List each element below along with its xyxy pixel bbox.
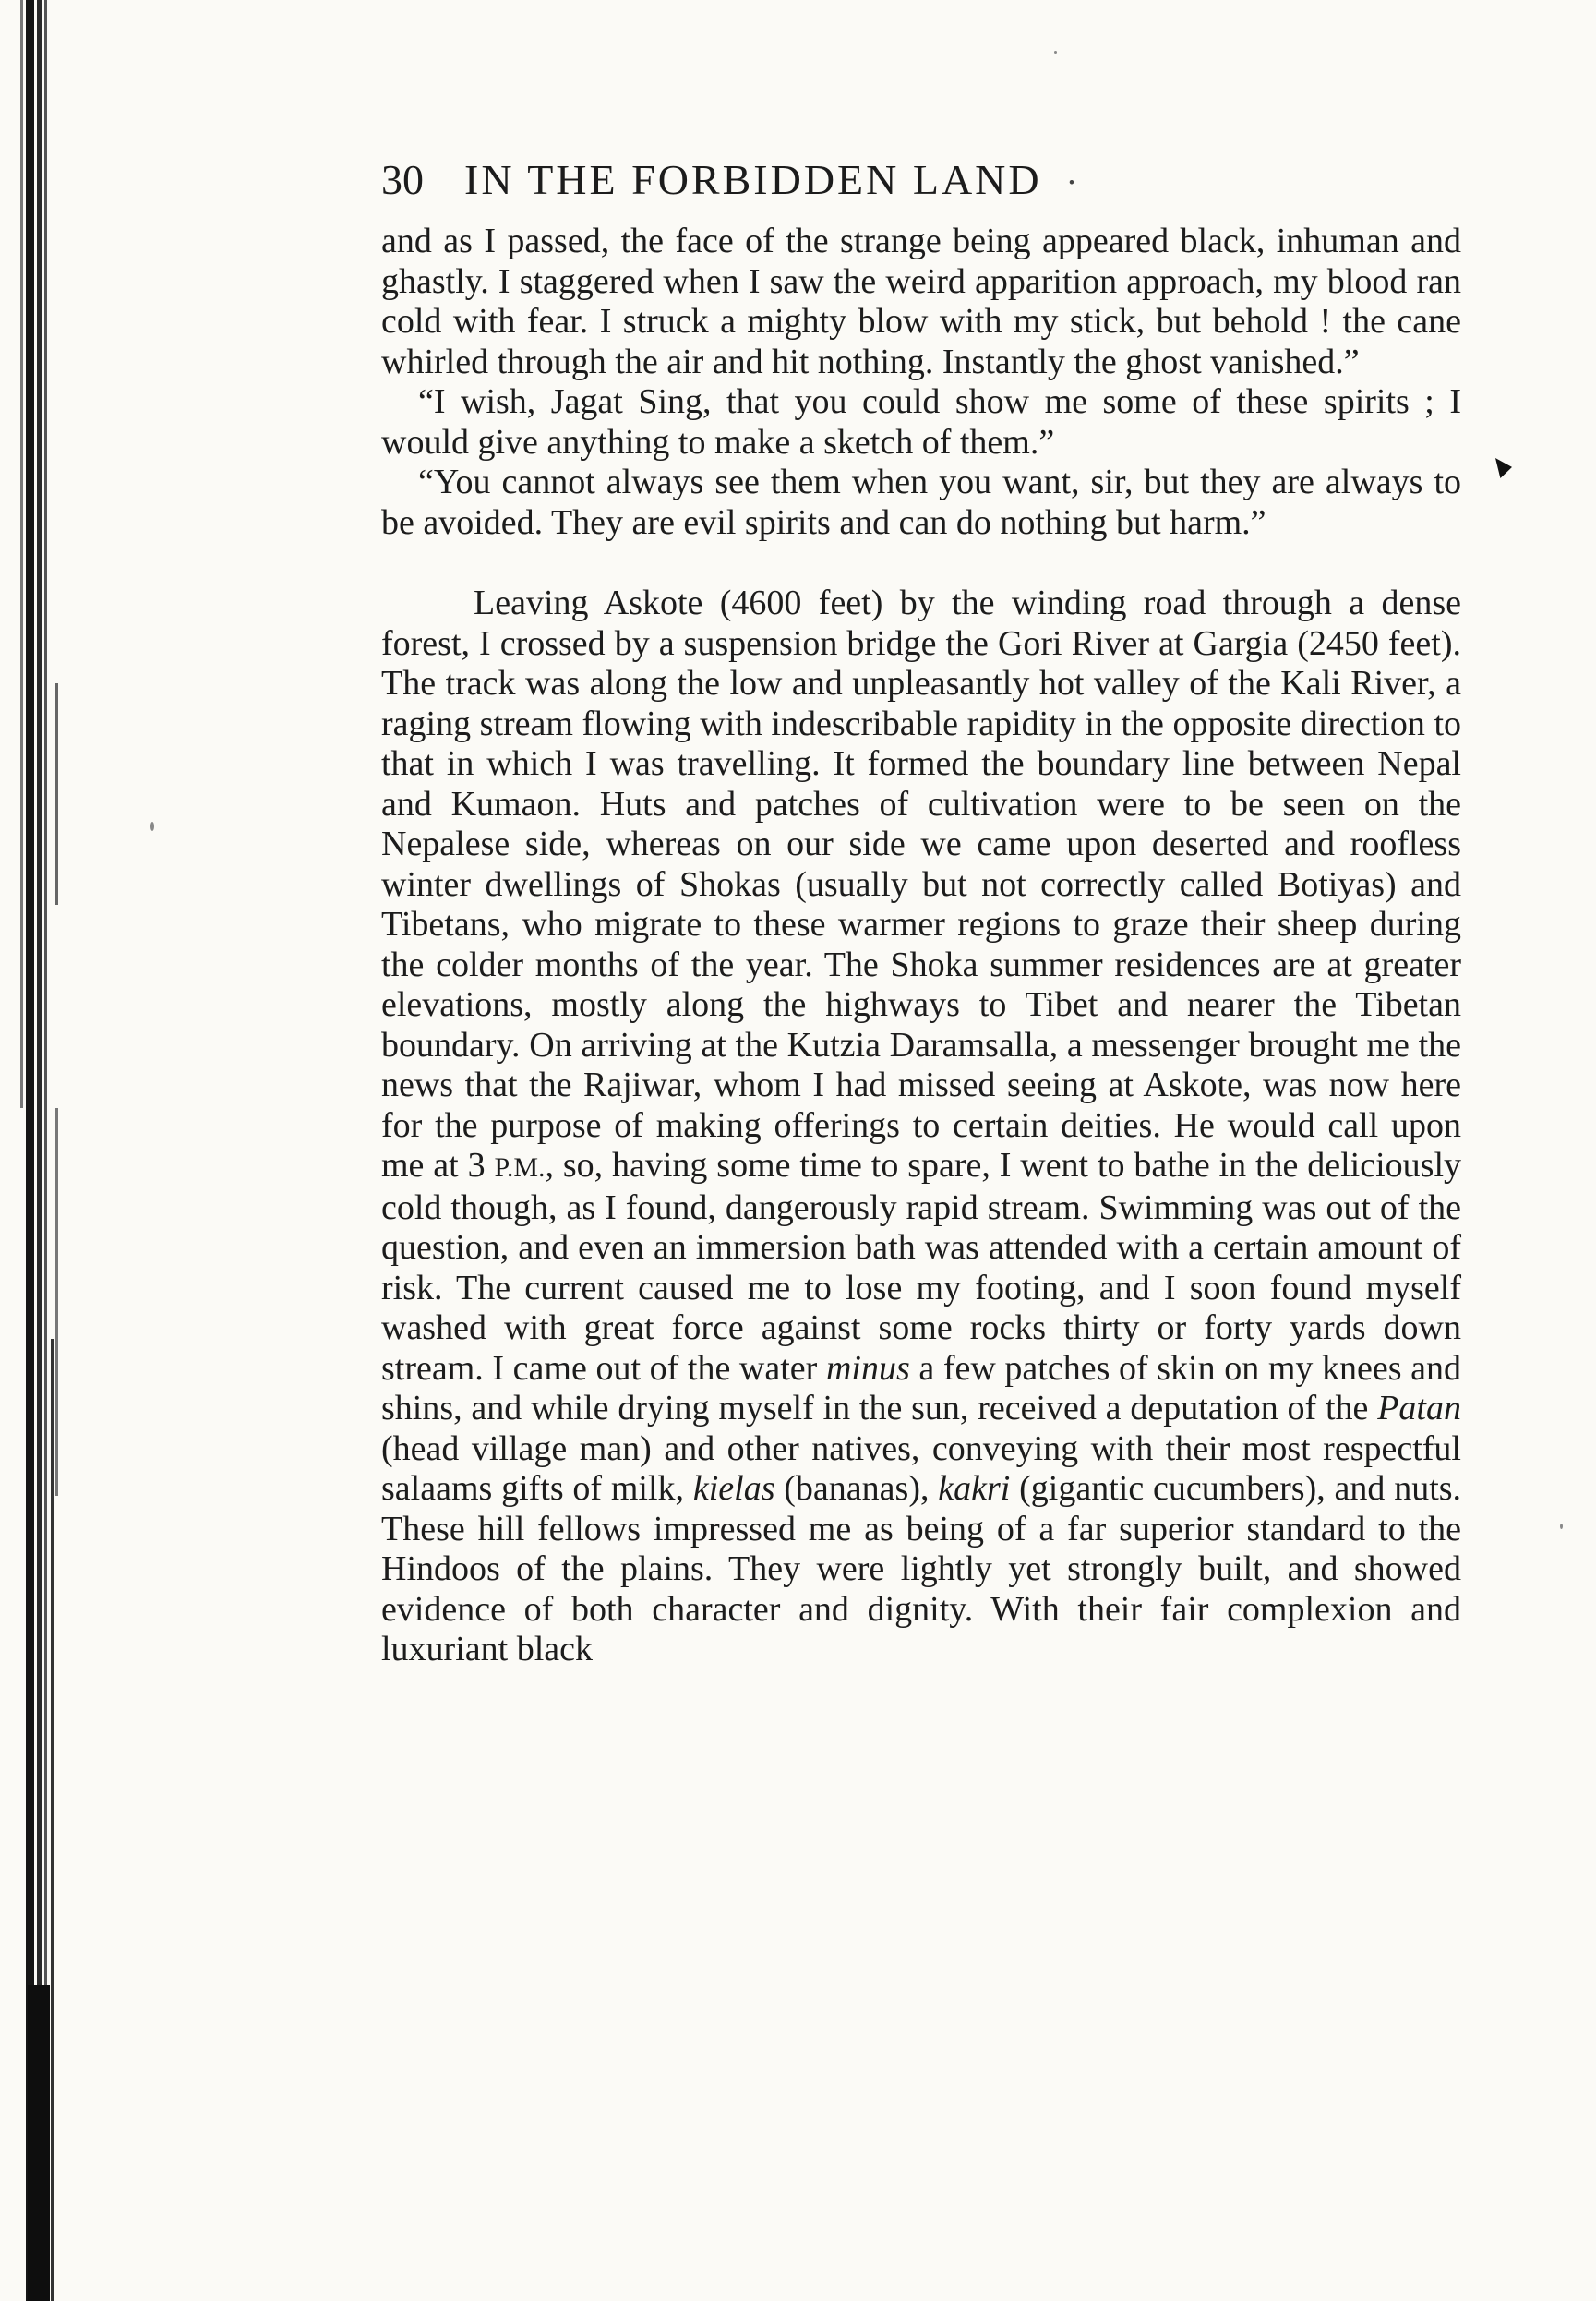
running-title: IN THE FORBIDDEN LAND	[464, 156, 1042, 203]
text-run: (bananas),	[784, 1469, 930, 1508]
paragraph-4	[381, 584, 1461, 1670]
margin-speck	[1560, 1524, 1563, 1529]
page-number: 30	[381, 156, 424, 203]
paragraph-2: “I wish, Jagat Sing, that you could show me some of these spirits ; I would give anything to make a sketch of them.”	[381, 382, 1461, 462]
text-run: a few patches of skin on my knees and shins, and while drying myself in the sun, received a deputation of the	[381, 1348, 1462, 1428]
page-header	[381, 155, 1461, 214]
body-text	[381, 222, 1461, 1670]
italic-word-patan: Patan	[1377, 1389, 1461, 1428]
paragraph-3: “You cannot always see them when you want, sir, but they are always to be avoided. They are evil spirits and can do nothing but harm.”	[381, 463, 1461, 542]
italic-word-minus: minus	[825, 1348, 910, 1388]
margin-speck	[1054, 51, 1057, 54]
italic-word-kakri: kakri	[938, 1469, 1011, 1508]
italic-word-kielas: kielas	[692, 1469, 775, 1508]
text-run: , so, having some time to spare, I went to bathe in the deliciously cold though, as I found, dangerously rapid stream. Swimming was out of the question, and even an immersion bath was attended with a certain amount of risk. The current caused me to lose my footing, and I soon found myself washed with great force against some rocks thirty or forty yards down stream. I came out of the water	[381, 1146, 1462, 1388]
small-caps-pm: P.M.	[494, 1152, 546, 1183]
text-run: (head village man) and other natives, conveying with their most respectful salaams gifts of milk,	[381, 1428, 1461, 1508]
book-binding-edge	[0, 0, 65, 2301]
paragraph-1: and as I passed, the face of the strange being appeared black, inhuman and ghastly. I staggered when I saw the weird apparition approach, my blood ran cold with fear. I struck a mighty blow with my stick, but behold ! the cane whirled through the air and hit nothing. Instantly the ghost vanished.”	[381, 222, 1461, 381]
text-run: Leaving Askote (4600 feet) by the winding road through a dense forest, I crossed by a suspension bridge the Gori River at Gargia (2450 feet). The track was along the low and unpleasantly hot valley of the Kali River, a raging stream flowing with indescribable rapidity in the opposite direction to that in which I was travelling. It formed the boundary line between Nepal and Kumaon. Huts and patches of cultivation were to be seen on the Nepalese side, whereas on our side we came upon deserted and roofless winter dwellings of Shokas (usually but not correctly called Botiyas) and Tibetans, who migrate to these warmer regions to graze their sheep during the colder months of the year. The Shoka summer residences are at greater elevations, mostly along the highways to Tibet and nearer the Tibetan boundary. On arriving at the Kutzia Daramsalla, a messenger brought me the news that the Rajiwar, whom I had missed seeing at Askote, was now here for the purpose of making offerings to certain deities. He would call upon me at 3	[381, 584, 1461, 1185]
margin-bullet-mark	[1495, 458, 1512, 478]
margin-speck	[150, 822, 154, 831]
text-run: (gigantic cucumbers), and nuts. These hill fellows impressed me as being of a far superior standard to the Hindoos of the plains. They were lightly yet strongly built, and showed evidence of both character and dignity. With their fair complexion and luxuriant black	[381, 1469, 1462, 1669]
header-mark: ·	[1065, 163, 1078, 202]
